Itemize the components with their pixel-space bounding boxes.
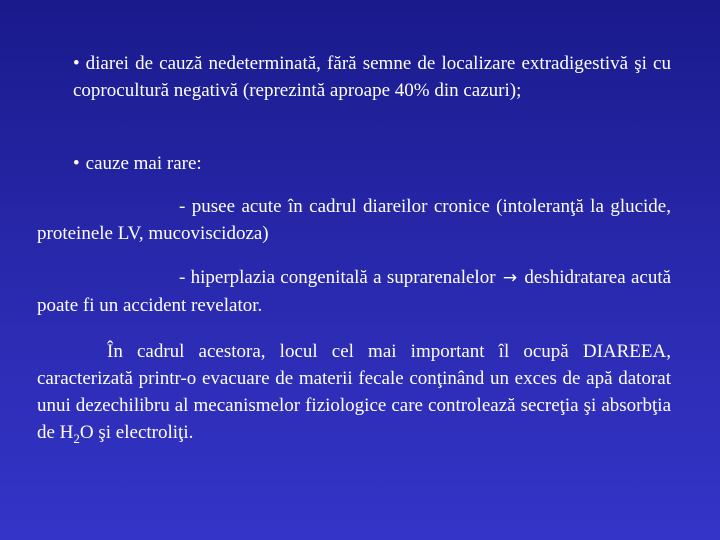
rare-cause-item-2-text: - hiperplazia congenitală a suprarenalelor [179, 267, 496, 288]
bullet-rare-causes-text: cauze mai rare: [85, 153, 202, 174]
right-arrow-icon: → [502, 268, 518, 288]
bullet-dot: • [73, 153, 80, 174]
bullet-rare-causes [73, 150, 671, 177]
rare-cause-item-adrenal-hyperplasia [37, 264, 671, 319]
bullet-dot: • [73, 53, 80, 74]
conclusion-paragraph [37, 338, 671, 446]
conclusion-text-end: O şi electroliţi. [79, 422, 194, 443]
conclusion-text: În cadrul acestora, locul cel mai important îl ocupă DIAREEA, caracterizată printr-o evacuare de materii fecale conţinând un exces de apă datorat unui dezechilibru al mecanismelor fiziologice care controlează secreţia şi absorbţia de H [37, 341, 671, 443]
rare-cause-item-2-consequence: deshidratarea acută poate fi un accident revelator. [37, 267, 672, 316]
water-formula-subscript: 2 [73, 430, 80, 446]
bullet-undetermined-diarrhea [73, 50, 671, 104]
rare-cause-item-1-text: - pusee acute în cadrul diareilor cronice (intoleranţă la glucide, proteinele LV, mucoviscidoza) [37, 196, 671, 244]
rare-cause-item-chronic-diarrhea [37, 193, 671, 247]
bullet-undetermined-diarrhea-text: diarei de cauză nedeterminată, fără semne de localizare extradigestivă şi cu coprocultură negativă (reprezintă aproape 40% din cazuri); [73, 53, 671, 101]
